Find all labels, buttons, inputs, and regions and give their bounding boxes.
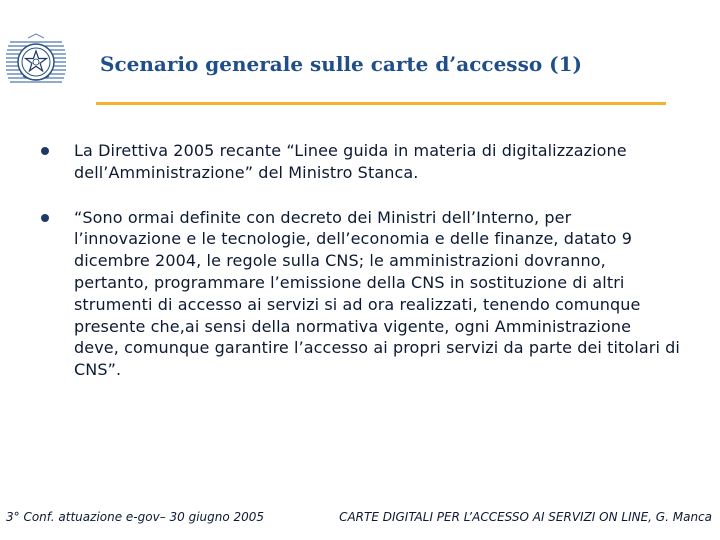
bullet-item xyxy=(40,140,680,184)
slide-title: Scenario generale sulle carte d’accesso (1) xyxy=(100,52,582,76)
title-underline xyxy=(96,102,666,105)
footer-title: CARTE DIGITALI PER L’ACCESSO AI SERVIZI ON LINE, G. Manca xyxy=(339,510,712,524)
italian-republic-emblem-icon xyxy=(6,28,66,98)
bullet-item xyxy=(40,207,680,381)
bullet-dot xyxy=(41,214,49,222)
bullet-dot xyxy=(41,147,49,155)
bullet-text: La Direttiva 2005 recante “Linee guida in materia di digitalizzazione dell’Amministrazione” del Ministro Stanca. xyxy=(74,141,627,182)
bullet-text: “Sono ormai definite con decreto dei Ministri dell’Interno, per l’innovazione e le tecnologie, dell’economia e delle finanze, datato 9 dicembre 2004, le regole sulla CNS; le amministrazioni dovranno, pertanto, programmare l’emissione della CNS in sostituzione di altri strumenti di accesso ai servizi si ad ora realizzati, tenendo comunque presente che,ai sensi della normativa vigente, ogni Amministrazione deve, comunque garantire l’accesso ai propri servizi da parte dei titolari di CNS”. xyxy=(74,207,680,380)
footer-conference: 3° Conf. attuazione e-gov– 30 giugno 2005 xyxy=(6,510,265,524)
bullet-list xyxy=(40,140,680,381)
